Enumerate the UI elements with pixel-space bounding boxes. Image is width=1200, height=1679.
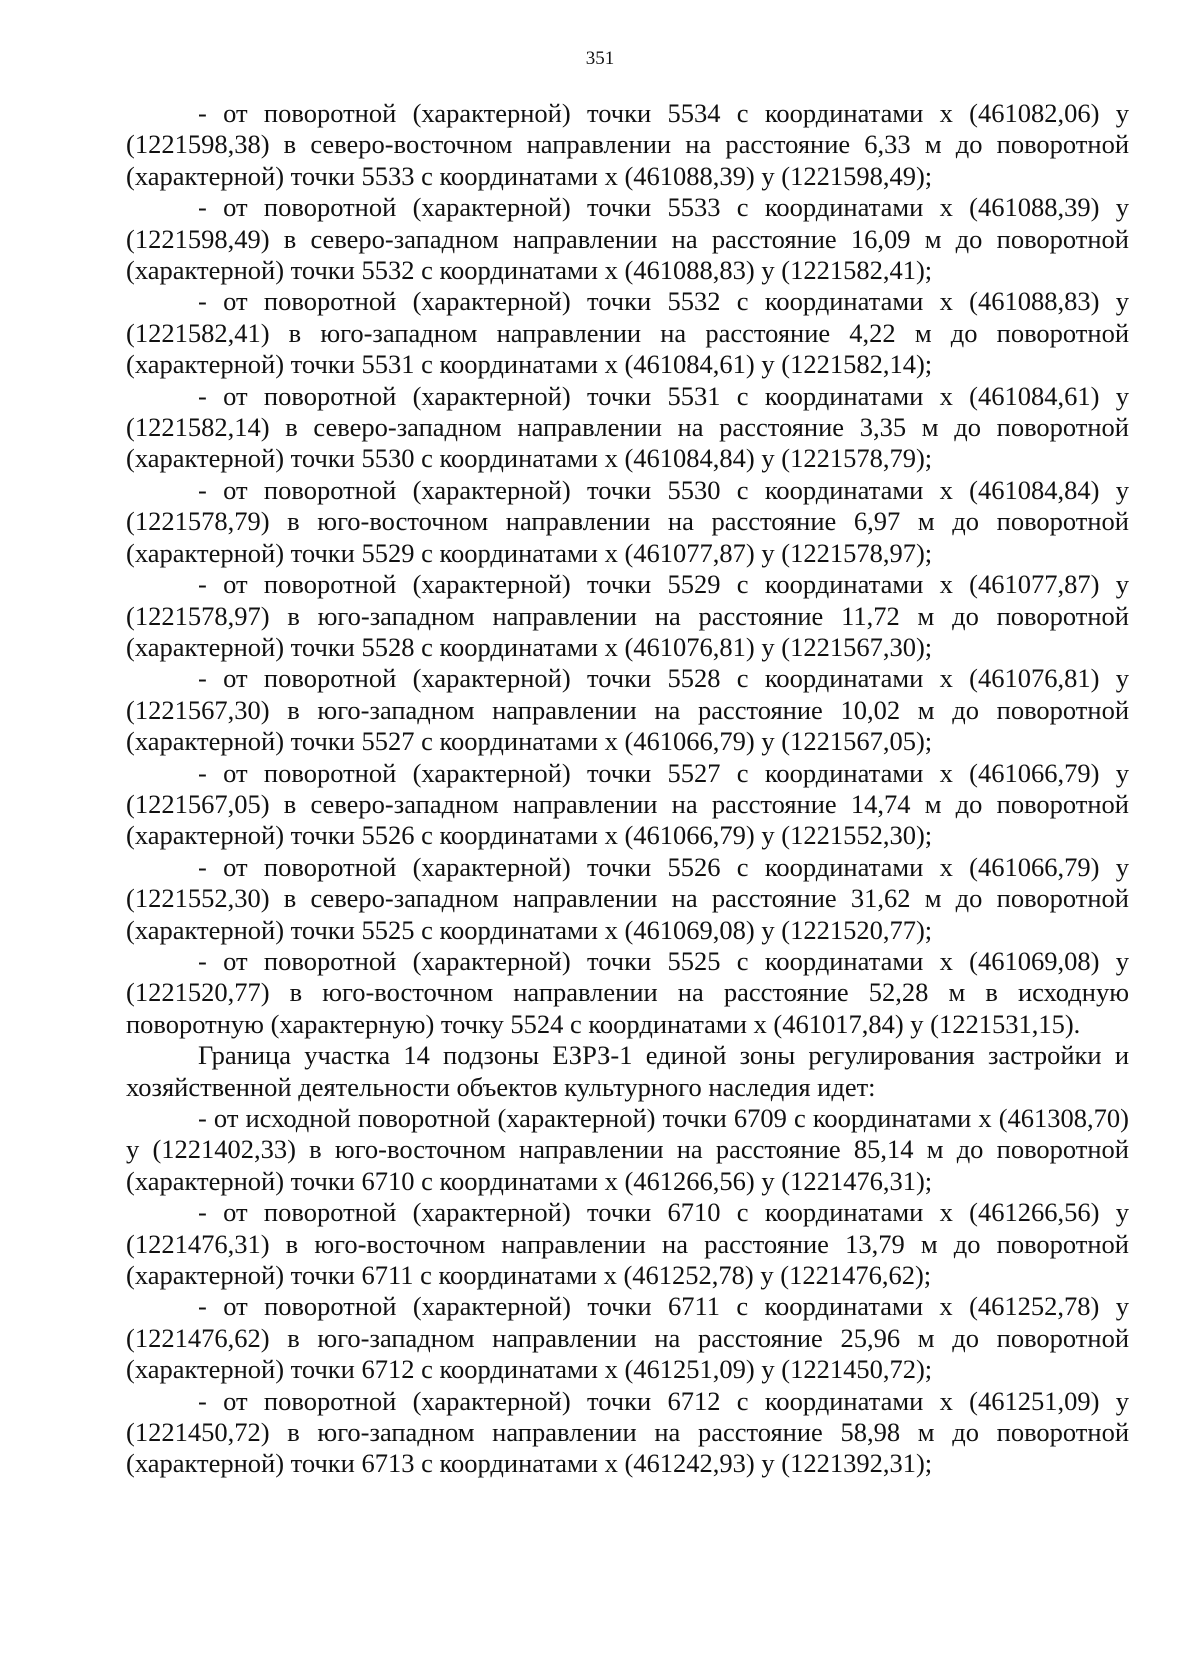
paragraph-3: - от поворотной (характерной) точки 5532 с координатами x (461088,83) y (1221582,41) в юго-западном направлении на расстояние 4,22 м до поворотной (характерной) точки 5531 с координатами x (461084,61) y (1221582,14);	[126, 286, 1129, 380]
paragraph-2: - от поворотной (характерной) точки 5533 с координатами x (461088,39) y (1221598,49) в северо-западном направлении на расстояние 16,09 м до поворотной (характерной) точки 5532 с координатами x (461088,83) y (1221582,41);	[126, 192, 1129, 286]
paragraph-15: - от поворотной (характерной) точки 6712 с координатами x (461251,09) y (1221450,72) в юго-западном направлении на расстояние 58,98 м до поворотной (характерной) точки 6713 с координатами x (461242,93) y (1221392,31);	[126, 1385, 1129, 1479]
paragraph-12: - от исходной поворотной (характерной) точки 6709 с координатами x (461308,70) y (1221402,33) в юго-восточном направлении на расстояние 85,14 м до поворотной (характерной) точки 6710 с координатами x (461266,56) y (1221476,31);	[126, 1103, 1129, 1196]
paragraph-10: - от поворотной (характерной) точки 5525 с координатами x (461069,08) y (1221520,77) в юго-восточном направлении на расстояние 52,28 м в исходную поворотную (характерную) точку 5524 с координатами x (461017,84) y (1221531,15).	[126, 945, 1129, 1039]
paragraph-4: - от поворотной (характерной) точки 5531 с координатами x (461084,61) y (1221582,14) в северо-западном направлении на расстояние 3,35 м до поворотной (характерной) точки 5530 с координатами x (461084,84) y (1221578,79);	[126, 380, 1129, 474]
paragraph-8: - от поворотной (характерной) точки 5527 с координатами x (461066,79) y (1221567,05) в северо-западном направлении на расстояние 14,74 м до поворотной (характерной) точки 5526 с координатами x (461066,79) y (1221552,30);	[126, 757, 1129, 851]
document-body	[126, 98, 1129, 1480]
page-number: 351	[585, 48, 615, 69]
paragraph-5: - от поворотной (характерной) точки 5530 с координатами x (461084,84) y (1221578,79) в юго-восточном направлении на расстояние 6,97 м до поворотной (характерной) точки 5529 с координатами x (461077,87) y (1221578,97);	[126, 474, 1129, 568]
paragraph-6: - от поворотной (характерной) точки 5529 с координатами x (461077,87) y (1221578,97) в юго-западном направлении на расстояние 11,72 м до поворотной (характерной) точки 5528 с координатами x (461076,81) y (1221567,30);	[126, 569, 1129, 662]
paragraph-7: - от поворотной (характерной) точки 5528 с координатами x (461076,81) y (1221567,30) в юго-западном направлении на расстояние 10,02 м до поворотной (характерной) точки 5527 с координатами x (461066,79) y (1221567,05);	[126, 663, 1129, 757]
paragraph-13: - от поворотной (характерной) точки 6710 с координатами x (461266,56) y (1221476,31) в юго-восточном направлении на расстояние 13,79 м до поворотной (характерной) точки 6711 с координатами x (461252,78) y (1221476,62);	[126, 1197, 1129, 1291]
paragraph-14: - от поворотной (характерной) точки 6711 с координатами x (461252,78) y (1221476,62) в юго-западном направлении на расстояние 25,96 м до поворотной (характерной) точки 6712 с координатами x (461251,09) y (1221450,72);	[126, 1291, 1129, 1385]
paragraph-11: Граница участка 14 подзоны ЕЗРЗ-1 единой зоны регулирования застройки и хозяйственной деятельности объектов культурного наследия идет:	[126, 1040, 1129, 1102]
paragraph-1: - от поворотной (характерной) точки 5534 с координатами x (461082,06) y (1221598,38) в северо-восточном направлении на расстояние 6,33 м до поворотной (характерной) точки 5533 с координатами x (461088,39) y (1221598,49);	[126, 98, 1129, 191]
paragraph-9: - от поворотной (характерной) точки 5526 с координатами x (461066,79) y (1221552,30) в северо-западном направлении на расстояние 31,62 м до поворотной (характерной) точки 5525 с координатами x (461069,08) y (1221520,77);	[126, 851, 1129, 945]
